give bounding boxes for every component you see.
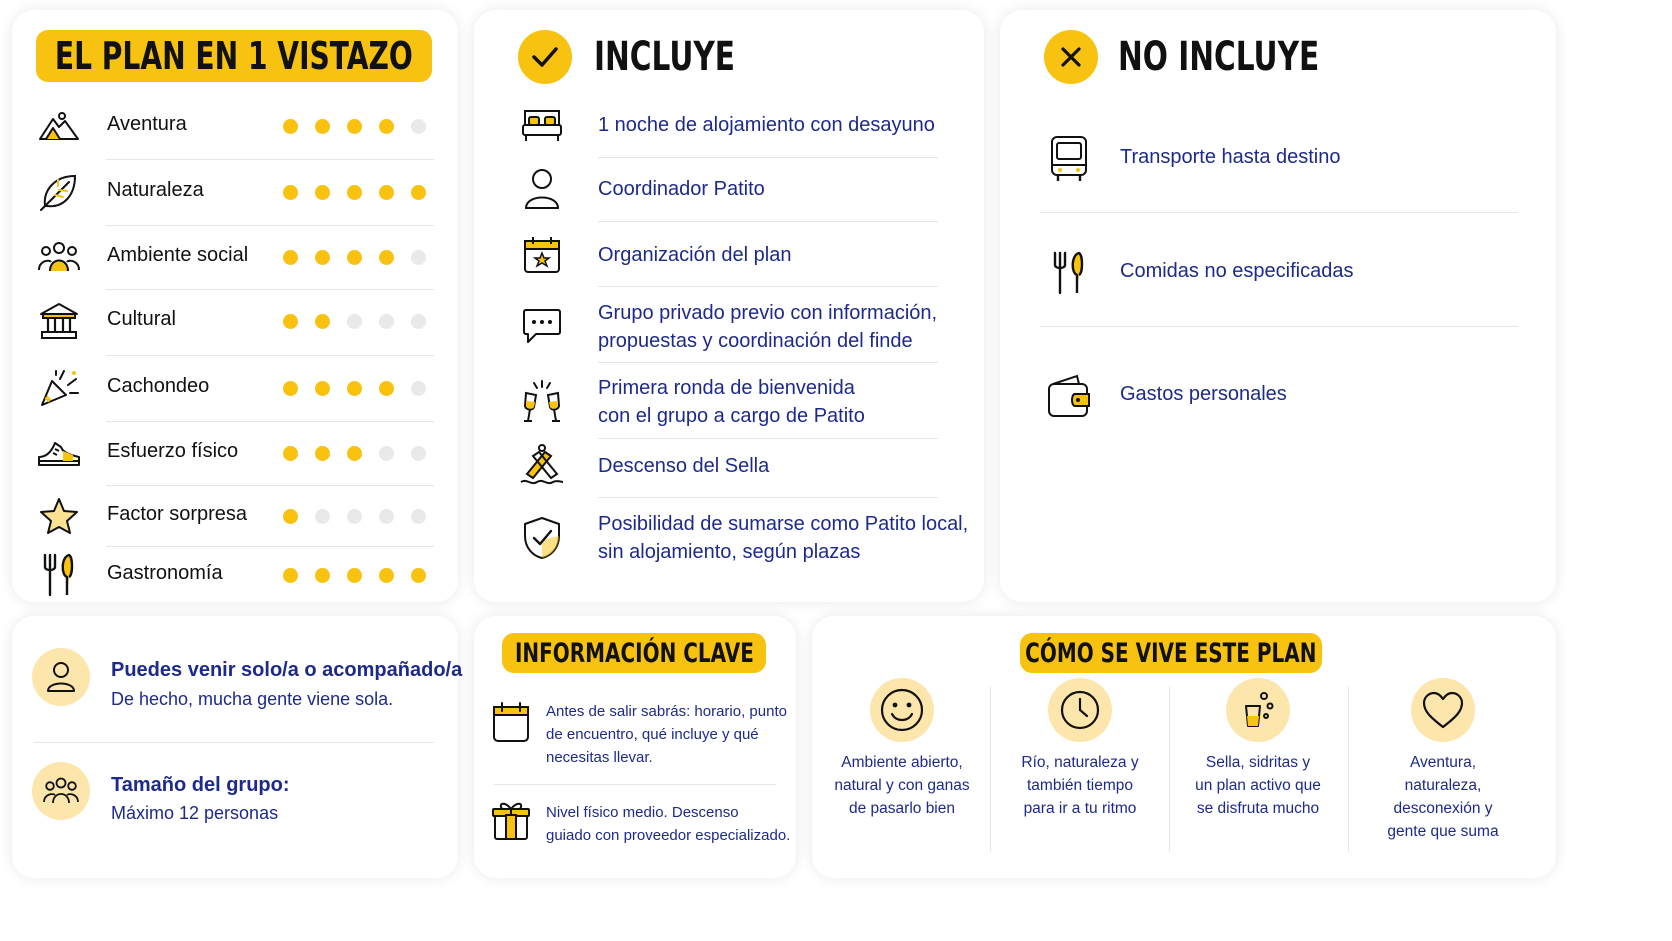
size-subtitle: Máximo 12 personas <box>111 803 279 823</box>
heart-icon <box>1411 678 1475 742</box>
rating-dot <box>347 381 362 396</box>
plan-row-divider <box>106 159 434 160</box>
rating-dot <box>283 381 298 396</box>
plan-item-label: Naturaleza <box>107 179 204 201</box>
excludes-title: NO INCLUYE <box>1118 34 1320 80</box>
cider-icon <box>1226 678 1290 742</box>
rating-dot <box>283 185 298 200</box>
includes-item: Coordinador Patito <box>598 178 765 200</box>
vive-item-text: Aventura, naturaleza, desconexión y gente que suma <box>1387 754 1499 840</box>
rating-dot <box>411 568 426 583</box>
cutlery-icon <box>36 553 82 597</box>
key-info-item-2: Nivel físico medio. Descenso guiado con proveedor especializado. <box>546 804 791 844</box>
plan-row-divider <box>106 485 434 486</box>
rating-dot <box>315 250 330 265</box>
rating-dots <box>283 185 426 200</box>
rating-dot <box>379 381 394 396</box>
vive-column-divider <box>1169 686 1170 852</box>
excludes-row-divider <box>1040 212 1518 213</box>
rating-dots <box>283 446 426 461</box>
rating-dot <box>315 119 330 134</box>
vive-item-text: Ambiente abierto, natural y con ganas de pasarlo bien <box>834 754 970 817</box>
size-title: Tamaño del grupo: <box>111 774 290 796</box>
gift-icon <box>490 798 532 842</box>
calendar-icon <box>490 700 532 744</box>
party-popper-icon <box>36 366 82 410</box>
rating-dots <box>283 314 426 329</box>
rating-dot <box>315 381 330 396</box>
plan-title-pill <box>36 30 432 82</box>
excludes-item-label: Comidas no especificadas <box>1120 260 1354 282</box>
rating-dot <box>379 446 394 461</box>
excludes-item-label: Gastos personales <box>1120 383 1287 405</box>
plan-row-divider <box>106 421 434 422</box>
vive-column-divider <box>990 686 991 852</box>
vive-title: CÓMO SE VIVE ESTE PLAN <box>1025 637 1317 669</box>
person-icon <box>518 165 566 213</box>
rating-dot <box>347 185 362 200</box>
plan-title: EL PLAN EN 1 VISTAZO <box>55 34 413 78</box>
excludes-item-label: Transporte hasta destino <box>1120 146 1341 168</box>
person-icon <box>32 648 90 706</box>
rating-dot <box>379 250 394 265</box>
rating-dot <box>347 509 362 524</box>
rating-dot <box>379 568 394 583</box>
excludes-card <box>1000 10 1556 602</box>
plan-item-label: Ambiente social <box>107 244 249 266</box>
includes-row-divider <box>598 362 938 363</box>
rating-dot <box>411 119 426 134</box>
mountain-icon <box>36 104 82 148</box>
chat-icon <box>518 303 566 351</box>
key-info-item-1: Antes de salir sabrás: horario, punto de encuentro, qué incluye y qué necesitas llevar. <box>546 703 787 766</box>
includes-item: Grupo privado previo con información, propuestas y coordinación del finde <box>598 302 938 352</box>
includes-item: 1 noche de alojamiento con desayuno <box>598 114 935 136</box>
rating-dot <box>315 185 330 200</box>
plan-row-divider <box>106 289 434 290</box>
rating-dot <box>283 119 298 134</box>
rating-dot <box>347 446 362 461</box>
rating-dot <box>283 446 298 461</box>
includes-item: Posibilidad de sumarse como Patito local, sin alojamiento, según plazas <box>598 513 969 563</box>
key-info-title: INFORMACIÓN CLAVE <box>514 637 754 669</box>
rating-dot <box>379 185 394 200</box>
solo-title: Puedes venir solo/a o acompañado/a <box>111 659 463 681</box>
rating-dot <box>379 314 394 329</box>
rating-dot <box>283 509 298 524</box>
shield-check-icon <box>518 514 566 562</box>
rating-dot <box>283 250 298 265</box>
rating-dot <box>347 119 362 134</box>
rating-dot <box>379 509 394 524</box>
group-icon <box>32 762 90 820</box>
rating-dots <box>283 568 426 583</box>
includes-item: Primera ronda de bienvenida con el grupo a cargo de Patito <box>598 377 865 427</box>
smile-icon <box>870 678 934 742</box>
rating-dots <box>283 509 426 524</box>
star-icon <box>36 494 82 538</box>
bus-icon <box>1046 133 1092 185</box>
rating-dot <box>315 509 330 524</box>
check-icon <box>518 30 572 84</box>
rating-dot <box>315 314 330 329</box>
rating-dot <box>347 314 362 329</box>
plan-item-label: Aventura <box>107 113 187 135</box>
includes-row-divider <box>598 157 938 158</box>
vive-item-text: Sella, sidritas y un plan activo que se disfruta mucho <box>1195 754 1321 817</box>
museum-icon <box>36 299 82 343</box>
plan-item-label: Gastronomía <box>107 562 223 584</box>
vive-title-pill <box>1020 633 1322 673</box>
includes-row-divider <box>598 286 938 287</box>
includes-title: INCLUYE <box>594 34 736 80</box>
vive-column-divider <box>1348 686 1349 852</box>
rating-dot <box>411 446 426 461</box>
plan-row-divider <box>106 225 434 226</box>
excludes-row-divider <box>1040 326 1518 327</box>
vive-item-text: Río, naturaleza y también tiempo para ir a tu ritmo <box>1021 754 1139 817</box>
bed-icon <box>518 101 566 149</box>
wallet-icon <box>1046 370 1092 422</box>
close-icon <box>1044 30 1098 84</box>
calendar-star-icon <box>518 231 566 279</box>
leaf-icon <box>36 170 82 214</box>
rating-dot <box>379 119 394 134</box>
rating-dot <box>411 314 426 329</box>
plan-row-divider <box>106 546 434 547</box>
rating-dot <box>315 446 330 461</box>
rating-dot <box>315 568 330 583</box>
rating-dot <box>347 250 362 265</box>
group-divider <box>34 742 434 743</box>
key-info-title-pill <box>502 633 766 673</box>
solo-subtitle: De hecho, mucha gente viene sola. <box>111 689 394 709</box>
key-info-divider <box>494 784 776 785</box>
includes-item: Organización del plan <box>598 244 792 266</box>
rating-dot <box>411 250 426 265</box>
rating-dot <box>411 509 426 524</box>
rating-dot <box>411 381 426 396</box>
clock-icon <box>1048 678 1112 742</box>
plan-item-label: Cachondeo <box>107 375 210 397</box>
rating-dot <box>283 314 298 329</box>
rating-dots <box>283 381 426 396</box>
plan-item-label: Esfuerzo físico <box>107 440 239 462</box>
plan-item-label: Factor sorpresa <box>107 503 248 525</box>
plan-row-divider <box>106 355 434 356</box>
cheers-icon <box>518 378 566 426</box>
rating-dot <box>347 568 362 583</box>
canoe-icon <box>518 442 566 490</box>
rating-dot <box>283 568 298 583</box>
rating-dots <box>283 119 426 134</box>
rating-dot <box>411 185 426 200</box>
includes-row-divider <box>598 497 938 498</box>
sneaker-icon <box>36 431 82 475</box>
rating-dots <box>283 250 426 265</box>
cutlery-icon <box>1046 247 1092 299</box>
plan-item-label: Cultural <box>107 308 176 330</box>
includes-row-divider <box>598 438 938 439</box>
includes-item: Descenso del Sella <box>598 455 770 477</box>
includes-row-divider <box>598 221 938 222</box>
group-icon <box>36 235 82 279</box>
